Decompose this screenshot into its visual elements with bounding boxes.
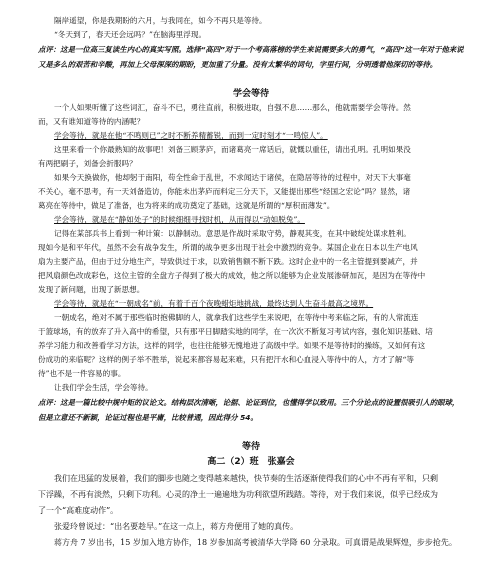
text-line: 一朝成名，绝对不属于那些临时抱佛脚的人，就拿我们这些学生来说吧，在等待中考来临之际，有的人常流连 [54,313,419,322]
text-line: 葛亮在等待中，做足了准备，也为将来的成功奠定了基础，这就是所谓的“厚积而薄发”。 [38,201,335,210]
text-line: 记得在某部兵书上看到一种计策：以静制动。意思是作战时采取守势，静观其变，在其中破绽处谋求胜利。 [54,229,411,238]
text-line: 有两把刷子，刘备会折服吗？ [38,159,137,168]
text-line: 蒋方舟 7 岁出书，15 岁加入地方协作，18 岁参加高考被清华大学降 60 分录取。可真谓是战果辉煌，步步抢先。 [54,538,457,547]
text-line: 学会等待，就是在他“不鸣则已”之时不断养精蓄锐，而到一定时刻才“一鸣惊人”。 [54,131,328,140]
text-line: 隔岸遥望，你是我期盼的六月，与我同在，如今不再只是等待。 [54,16,267,25]
text-line: 我们在迅猛的发展着，我们的脚步也随之变得越来越快，快节奏的生活逐渐使得我们的心中不再有平和，只剩 [54,474,438,483]
text-line: 下浮躁，不再有淡然，只剩下功利。心灵的净土一遍遍地为功利欲望所践踏。等待，对于我们来说，似乎已经成为 [38,490,438,499]
text-line: “冬天到了，春天还会远吗？”在脑海里浮现。 [54,30,207,39]
text-line: 待”也不是一件容易的事。 [38,369,126,378]
text-line: 如果今天换做你，他却躬于南阳，苟全性命于乱世，不求闻达于诸侯，在隐居等待的过程中，对天下大事毫 [54,173,411,182]
author-line: 高二（2）班 张嘉会 [207,457,295,467]
text-line: 这里来看一个你最熟知的故事吧！刘备三顾茅庐，而诸葛亮一席话后，就慨以重任，请出孔明。孔明如果没 [54,145,411,154]
text-line: 于篮球场，有的放弃了升入高中的希望，只有那平日脚踏实地的同学，在一次次不断复习考试内容，强化知识基础、培 [38,327,433,336]
text-line: 份成功的来临呢？这样的例子举不胜举，说起来都容易起来难，只有把汗水和心血浸入等待中的人，方才了解“等 [38,355,414,364]
text-line: 现如今是和平年代，虽然不会有战争发生，所谓的战争更多出现于社会中激烈的竞争。某国企业在日本以生产电风 [38,243,418,252]
comment-paragraph: 点评：这是一位高三复读生内心的真实写照。选择“高四”对于一个考高落榜的学生来说需要多大的勇气，“高四”这一年对于他来说又是多么的艰苦和辛酸，再加上父母深深的期盼，更加重了分量。没有太繁华的词句，字里行间，分明透着他深切的等待。 [38,45,464,69]
text-line: 扇为主要产品，但由于过分地生产，导致供过于求，以致销售额不断下跌。这时企业中的一名主管提到要减产，并 [38,257,418,266]
text-line: 让我们学会生活，学会等待。 [54,383,153,392]
essay-title: 等待 [241,442,260,452]
text-line: 张爱玲曾说过：“出名要趁早。”在这一点上，蒋方舟便用了她的真传。 [54,522,299,531]
text-line: 学会等待，就是在“一朝成名”前，有着千百个夜晚蜡炬地挑战，最终达到人生奋斗最高之境界。 [54,299,374,308]
text-line: 一个人如果听懂了这些词汇，奋斗不已，勇往直前，积极进取，自强不息……那么，他就需要学会等待。然 [54,103,411,112]
text-line: 养学习能力和改善看学习方法，这样的同学，也往往能够无愧地进了高级中学。如果不是等待时的操练，又如何有这 [38,341,426,350]
essay-title: 学会等待 [232,89,269,99]
text-line: 把风扇颜色改成彩色，这位主管的全盘方子得到了极大的成效，他之所以能够为企业发展渗研加瓦，是因为在等待中 [38,271,426,280]
essay-body [38,471,464,551]
comment-paragraph: 点评：这是一篇比较中规中矩的议论文。结构层次清晰，论据、论证到位，也懂得学以致用。三个分论点的设置很吸引人的眼球，但是立意还不新颖，论证过程也是平庸，比较普通，因此得分 54。 [38,398,460,422]
text-line: 发现了新问题，出现了新思想。 [38,285,145,294]
text-line: 不关心，毫不思考，有一天刘备造访，你能未出茅庐而料定三分天下，又能提出那些“经国之宏论”吗？显然，诸 [38,187,411,196]
text-line: 了一个“高难度动作”。 [38,506,119,515]
text-line: 学会等待，就是在“静如处子”的时候细细寻找时机，从而得以“动如脱兔”。 [54,215,305,224]
text-line: 而，又有谁知道等待的内涵呢？ [38,117,145,126]
essay-body [38,101,464,395]
